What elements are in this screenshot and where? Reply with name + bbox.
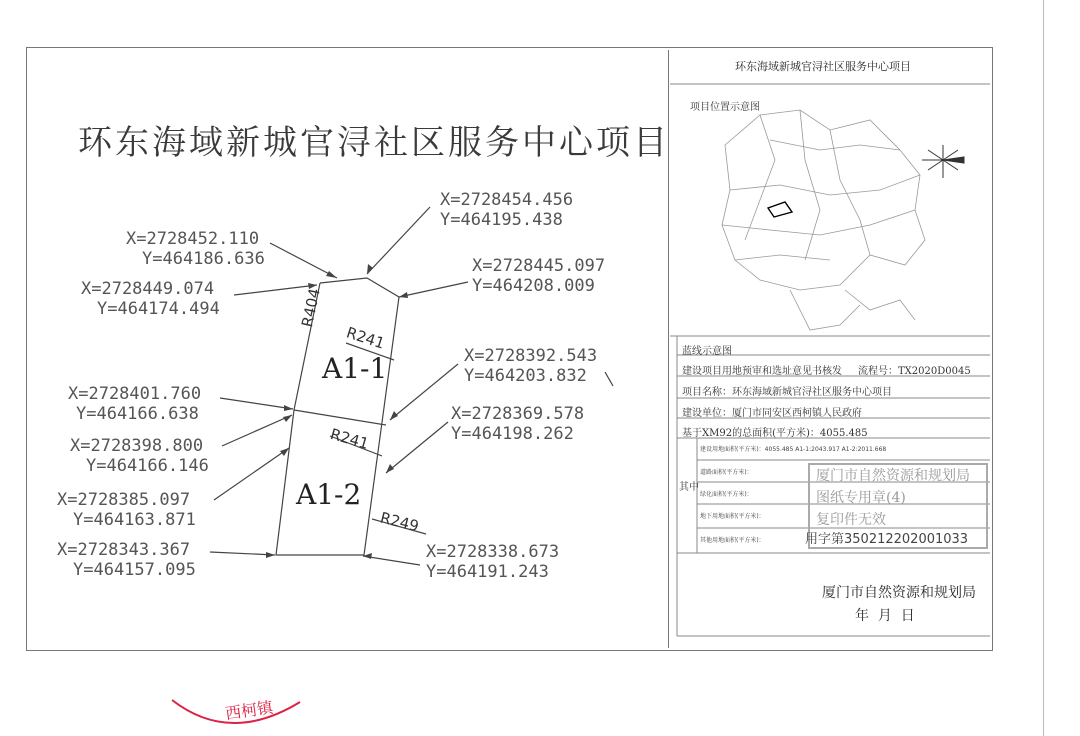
coord-label: X=2728392.543 Y=464203.832: [464, 346, 598, 386]
boundary-map-label: 蓝线示意图: [682, 346, 732, 357]
location-map-label: 项目位置示意图: [690, 102, 760, 113]
coord-label: X=2728398.800 Y=464166.146: [70, 436, 209, 476]
plot-label-a1-1: A1-1: [322, 352, 388, 385]
radius-label: R404: [298, 286, 324, 329]
radius-label: R241: [328, 424, 371, 454]
main-title: 环东海域新城官浔社区服务中心项目: [78, 123, 670, 163]
radius-label: R249: [378, 508, 421, 536]
compass-icon: [922, 145, 964, 178]
area-row-underground: 地下用地面积(平方米)：: [700, 513, 765, 520]
panel-title: 环东海域新城官浔社区服务中心项目: [735, 60, 911, 73]
coord-label: X=2728385.097 Y=464163.871: [57, 490, 196, 530]
area-row-construction: 建设用地面积(平方米)：4055.485 A1-1:2043.917 A1-2:2011.668: [700, 446, 887, 453]
serial-number: 流程号：TX2020D0045: [858, 366, 971, 377]
area-row-road: 道路面积(平方米)：: [700, 469, 753, 476]
radius-label: R241: [344, 323, 387, 353]
verification-label: 建设项目用地预审和选址意见书核发: [682, 366, 842, 377]
project-name: 项目名称：环东海域新城官浔社区服务中心项目: [682, 387, 892, 398]
coord-label: X=2728343.367 Y=464157.095: [57, 540, 196, 580]
official-stamp: 厦门市自然资源和规划局 图纸专用章(4) 复印件无效: [808, 463, 988, 549]
issue-date: 年 月 日: [855, 608, 915, 624]
plot-separator: [294, 410, 386, 425]
among-label: 其中: [679, 482, 699, 493]
plot-label-a1-2: A1-2: [296, 478, 362, 511]
location-map-graphic: [722, 110, 925, 330]
total-area: 基于XM92的总面积(平方米)：4055.485: [682, 428, 868, 439]
project-location-marker: [768, 202, 792, 217]
coord-label: X=2728452.110 Y=464186.636: [126, 229, 265, 269]
coord-label: X=2728401.760 Y=464166.638: [68, 384, 202, 424]
handwritten-permit-number: 用字第350212202001033: [805, 532, 969, 547]
coord-label: X=2728445.097 Y=464208.009: [472, 256, 606, 296]
area-row-other: 其他用地面积(平方米)：: [700, 537, 765, 544]
coord-label: X=2728454.456 Y=464195.438: [440, 190, 574, 230]
authority-name: 厦门市自然资源和规划局: [822, 585, 976, 601]
coord-label: X=2728338.673 Y=464191.243: [426, 542, 560, 582]
coord-label: X=2728369.578 Y=464198.262: [451, 404, 585, 444]
coord-label: X=2728449.074 Y=464174.494: [81, 279, 220, 319]
developer: 建设单位：厦门市同安区西柯镇人民政府: [682, 408, 862, 419]
red-stamp-text: 西柯镇: [224, 697, 275, 724]
area-row-green: 绿化面积(平方米)：: [700, 491, 753, 498]
